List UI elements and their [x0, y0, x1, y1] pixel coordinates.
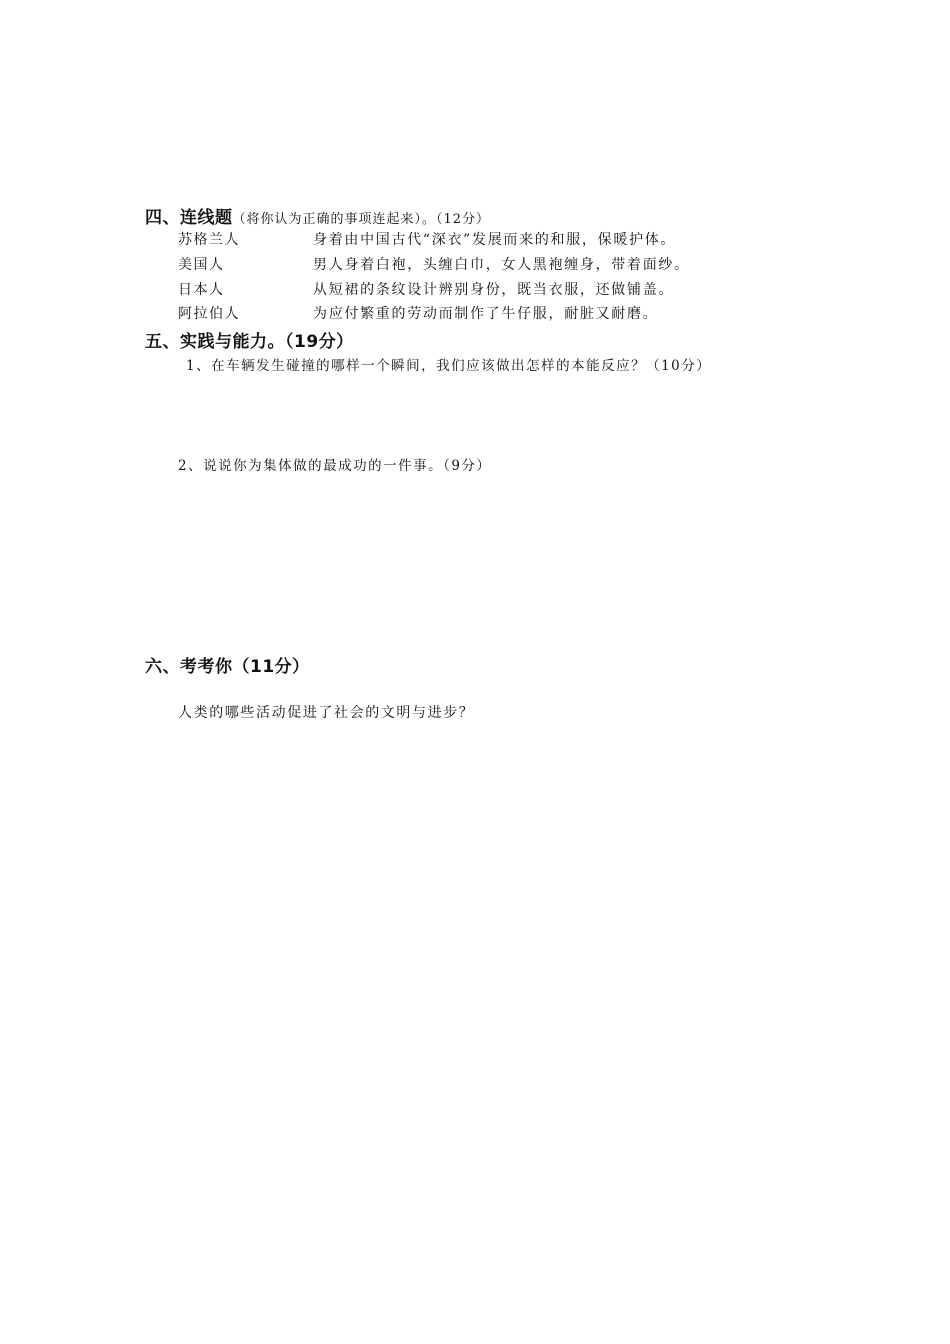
section-4-instruction: （将你认为正确的事项连起来）。（12分）	[232, 212, 491, 227]
matching-left-item: 苏格兰人	[178, 232, 240, 248]
question-1: 1、在车辆发生碰撞的哪样一个瞬间，我们应该做出怎样的本能反应？（10分）	[186, 358, 712, 374]
matching-left-item: 美国人	[178, 257, 225, 273]
matching-left-item: 日本人	[178, 282, 225, 298]
section-5-heading: 五、实践与能力。（19分）	[145, 332, 354, 352]
section-6-question: 人类的哪些活动促进了社会的文明与进步？	[178, 705, 475, 721]
section-4-heading	[145, 203, 490, 228]
matching-right-item: 身着由中国古代“深衣”发展而来的和服，保暖护体。	[313, 232, 677, 248]
question-2: 2、说说你为集体做的最成功的一件事。（9分）	[178, 458, 492, 474]
matching-right-item: 男人身着白袍，头缠白巾，女人黑袍缠身，带着面纱。	[313, 257, 690, 273]
section-4-title: 四、连线题	[145, 208, 233, 228]
matching-left-item: 阿拉伯人	[178, 306, 240, 322]
matching-right-item: 为应付繁重的劳动而制作了牛仔服，耐脏又耐磨。	[313, 306, 659, 322]
matching-right-item: 从短裙的条纹设计辨别身份，既当衣服，还做铺盖。	[313, 282, 675, 298]
section-6-heading: 六、考考你（11分）	[145, 657, 310, 677]
